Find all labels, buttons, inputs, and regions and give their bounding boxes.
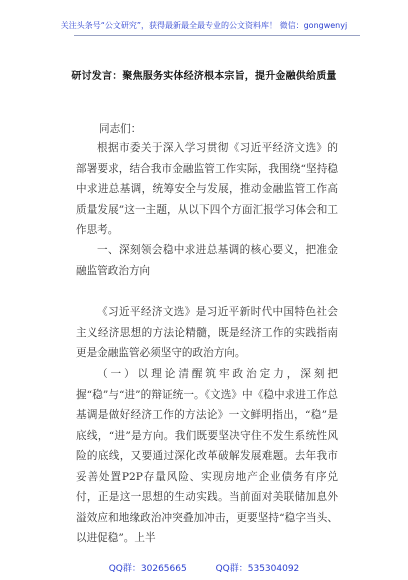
document-title: 研讨发言：聚焦服务实体经济根本宗旨，提升金融供给质量: [71, 71, 337, 82]
paragraph-subsection-1: （一）以理论清醒筑牢政治定力，深刻把握“稳”与“进”的辩证统一。《文选》中《稳中求进工作总基调是做好经济工作的方法论》一文鲜明指出，“稳”是底线，“进”是方向。我们既要坚决守住不发生系统性风险的底线，又要通过深化改革破解发展难题。去年我市妥善处置P2P存量风险、实现房地产企业债务有序兑付，正是这一思想的生动实践。当前面对美联储加息外溢效应和地缘政治冲突叠加冲击，更要坚持“稳字当头、以进促稳”。上半: [76, 368, 338, 544]
section-heading-1: 一、深刻领会稳中求进总基调的核心要义，把准金融监管政治方向: [76, 244, 338, 277]
salutation: 同志们：: [99, 123, 142, 135]
footer-contact: [0, 561, 408, 574]
footer-qq-group-2: QQ群：535304092: [215, 564, 300, 574]
paragraph-intro: 根据市委关于深入学习贯彻《习近平经济文选》的部署要求，结合我市金融监管工作实际，我围绕“坚持稳中求进总基调，统筹安全与发展，推动金融监管工作高质量发展”这一主题，从以下四个方面汇报学习体会和工作思考。: [76, 142, 338, 236]
header-divider: [74, 35, 360, 36]
header-banner: 关注头条号“公文研究”，获得最新最全最专业的公文资料库！ 微信：gongwenyj: [60, 21, 348, 30]
paragraph-section-1: 《习近平经济文选》是习近平新时代中国特色社会主义经济思想的方法论精髓，既是经济工作的实践指南更是金融监管必须坚守的政治方向。: [76, 306, 338, 359]
footer-qq-group-1: QQ群：30265665: [108, 564, 187, 574]
